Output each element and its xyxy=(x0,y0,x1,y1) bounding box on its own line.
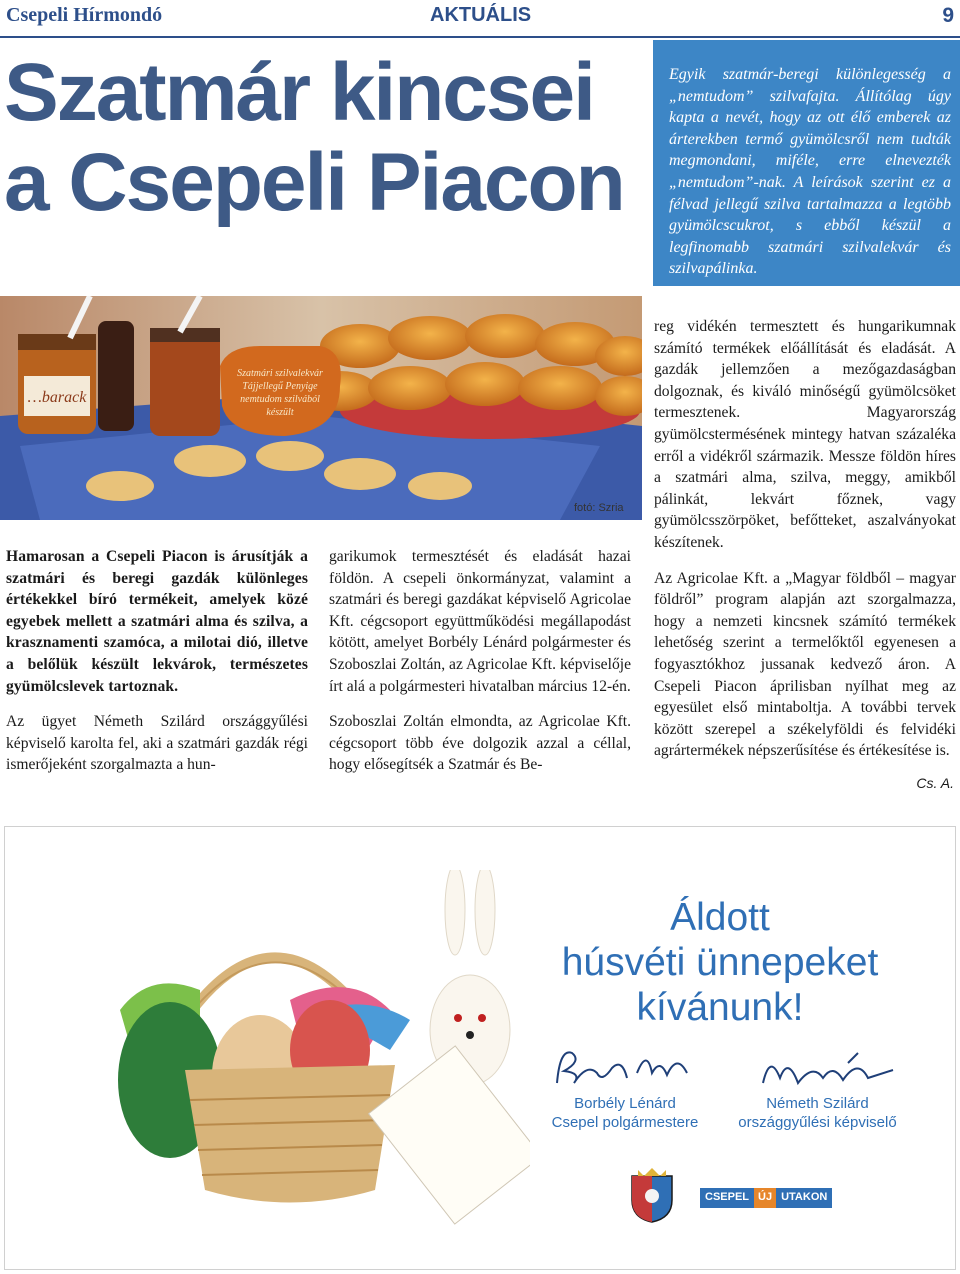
signature-borbely xyxy=(552,1043,692,1093)
article-column-1 xyxy=(6,546,308,790)
article-paragraph: Szoboszlai Zoltán elmondta, az Agricolae Kft. cégcsoport több éve dolgozik azzal a céllal, hogy elősegítsék a Szatmár és Be- xyxy=(329,713,631,774)
logo-part-3: UTAKON xyxy=(776,1188,832,1208)
pot-label-1: Szatmári szilvalekvár xyxy=(237,368,323,379)
signer-2-name: Németh Szilárd xyxy=(766,1095,869,1112)
pot-label-3: nemtudom szilvából xyxy=(240,394,320,405)
author-signature: Cs. A. xyxy=(916,775,954,791)
logo-part-1: CSEPEL xyxy=(700,1188,754,1208)
sidebar-quote: Egyik szatmár-beregi különlegesség a „nemtudom” szilvafajta. Állítólag úgy kapta a nevét, hogy az ott élő emberek az árterekben termő gyümölcsről nem tudták megmondani, miféle, erre elnevezték „nemtudom”-nak. A leírások szerint ez a félvad jellegű szilva tartalmazza a legtöbb gyümölcscukrot, s ebből készül a legfinomabb szatmári szilvalekvár és szilvapálinka. xyxy=(669,66,951,278)
article-lead: Hamarosan a Csepeli Piacon is árusítják a szatmári és beregi gazdák különleges értékekkel bíró termékeit, amelyek közé egyebek mellett a szatmári alma és szilva, a krasznamenti szamóca, a milotai dió, illetve a belőlük készült lekvárok, természetes gyümölcslevek tartoznak. xyxy=(6,548,308,695)
pot-label-4: készült xyxy=(266,407,294,418)
photo-credit: fotó: Szria xyxy=(574,502,624,514)
headline-line-2: a Csepeli Piacon xyxy=(4,137,624,228)
pot-label-2: Tájjellegű Penyige xyxy=(242,381,318,392)
article-headline xyxy=(4,48,644,228)
easter-greeting xyxy=(540,895,900,1030)
article-paragraph: Az ügyet Németh Szilárd országgyűlési képviselő karolta fel, aki a szatmári gazdák régi ismerőjeként szorgalmazta a hun- xyxy=(6,713,308,774)
article-paragraph: Az Agricolae Kft. a „Magyar földből – magyar földről” program alapján azt szorgalmazza, hogy a nemzeti kincsnek számító termékek lehetőség szerint a termelőktől egyenesen a fogyasztókhoz jussanak kedvező áron. A Csepeli Piacon áprilisban nyílhat meg az egyesület első mintaboltja. A további tervek között szerepel a székelyföldi és felvidéki agrártermékek népszerűsítése és értékesítése is. xyxy=(654,569,956,760)
signer-1-title: Csepel polgármestere xyxy=(551,1114,699,1131)
signature-nemeth xyxy=(758,1048,898,1093)
csepel-uj-utakon-logo xyxy=(700,1188,832,1208)
article-photo xyxy=(0,296,642,520)
csepel-coat-of-arms-icon xyxy=(628,1168,676,1224)
signer-1 xyxy=(540,1094,710,1132)
article-column-2 xyxy=(329,546,631,790)
publication-name: Csepeli Hírmondó xyxy=(6,4,163,26)
logo-part-2: ÚJ xyxy=(754,1188,776,1208)
headline-line-1: Szatmár kincsei xyxy=(4,47,594,138)
page-number: 9 xyxy=(942,4,954,27)
signer-2 xyxy=(730,1094,905,1132)
greeting-line-1: Áldott xyxy=(670,896,770,939)
jar-label: …barack xyxy=(27,389,87,406)
greeting-line-3: kívánunk! xyxy=(636,986,804,1029)
signer-2-title: országgyűlési képviselő xyxy=(738,1114,897,1131)
easter-basket-image xyxy=(90,870,530,1250)
signer-1-name: Borbély Lénárd xyxy=(574,1095,676,1112)
article-paragraph: reg vidékén termesztett és hungarikumnak számító termékek előállítását és eladását. A gazdák jellemzően a mezőgazdaságban dolgoznak, és kiváló minőségű gyümölcsöket termesztenek. Magyarország gyümölcstermésének mintegy hatvan százaléka erről a vidékről származik. Messze földön híres a szatmári alma, szilva, meggy, amikből pálinkát, lekvárt főznek, vagy gyümölcsszörpöket, befőtteket, aszalványokat készítenek. xyxy=(654,318,956,551)
article-paragraph: garikumok termesztését és eladását hazai földön. A csepeli önkormányzat, valamint a szatmári és beregi gazdákat képviselő Agricolae Kft. cégcsoport együttműködési megállapodást kötött, amelyet Borbély Lénárd polgármester és Szoboszlai Zoltán, az Agricolae Kft. képviselője írt alá a polgármesteri hivatalban március 12-én. xyxy=(329,548,631,695)
article-column-3 xyxy=(654,316,956,776)
greeting-line-2: húsvéti ünnepeket xyxy=(561,941,879,984)
section-label: AKTUÁLIS xyxy=(430,4,532,26)
header-rule xyxy=(0,36,960,38)
